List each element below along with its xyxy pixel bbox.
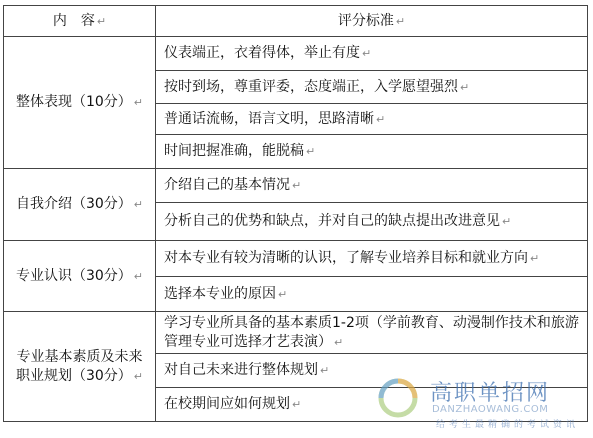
table-row xyxy=(4,169,588,203)
scoring-table xyxy=(3,5,588,422)
criterion: 介绍自己的基本情况 ↵ xyxy=(156,169,588,203)
table-row xyxy=(4,312,588,354)
criterion: 普通话流畅，语言文明，思路清晰 ↵ xyxy=(156,104,588,135)
watermark-logo-icon xyxy=(378,378,418,418)
watermark-slogan: 给考生最精确的考试资讯 xyxy=(436,420,580,430)
header-criteria: 评分标准 ↵ xyxy=(156,6,588,37)
table-row xyxy=(4,241,588,277)
header-content: 内 容 ↵ xyxy=(4,6,156,37)
criterion: 按时到场，尊重评委，态度端正，入学愿望强烈 ↵ xyxy=(156,71,588,104)
criterion: 仪表端正，衣着得体，举止有度 ↵ xyxy=(156,37,588,71)
table-header-row xyxy=(4,6,588,37)
category-quality-planning: 专业基本素质及未来职业规划（30分） ↵ xyxy=(4,312,156,422)
criterion: 选择本专业的原因 ↵ xyxy=(156,277,588,312)
criterion: 时间把握准确，能脱稿 ↵ xyxy=(156,135,588,169)
criterion: 对自己未来进行整体规划 ↵ xyxy=(156,354,588,388)
table-row xyxy=(4,37,588,71)
criterion: 在校期间应如何规划 ↵ xyxy=(156,388,588,422)
category-self-intro: 自我介绍（30分） ↵ xyxy=(4,169,156,241)
watermark-url: DANZHAOWANG.COM xyxy=(432,404,549,415)
watermark-title: 高职单招网 xyxy=(430,381,551,406)
category-major-knowledge: 专业认识（30分） ↵ xyxy=(4,241,156,312)
criterion: 对本专业有较为清晰的认识，了解专业培养目标和就业方向 ↵ xyxy=(156,241,588,277)
site-watermark xyxy=(370,372,590,432)
criterion: 学习专业所具备的基本素质1-2项（学前教育、动漫制作技术和旅游管理专业可选择才艺表演） ↵ xyxy=(156,312,588,354)
category-overall: 整体表现（10分） ↵ xyxy=(4,37,156,169)
criterion: 分析自己的优势和缺点，并对自己的缺点提出改进意见 ↵ xyxy=(156,203,588,241)
